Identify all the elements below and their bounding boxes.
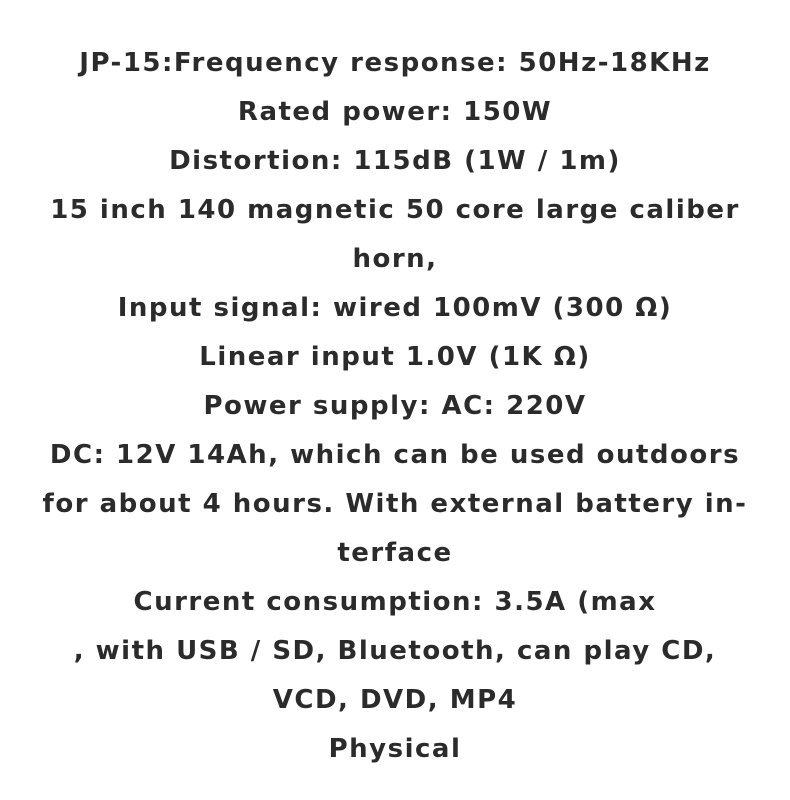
spec-line-current-consumption: Current consumption: 3.5A (max (133, 587, 657, 617)
spec-line-features: , with USB / SD, Bluetooth, can play CD, (73, 636, 717, 666)
spec-line-power-supply: Power supply: AC: 220V (203, 391, 587, 421)
spec-line-features-cont: VCD, DVD, MP4 (272, 685, 518, 715)
spec-line-frequency-response: JP-15:Frequency response: 50Hz-18KHz (79, 48, 711, 78)
spec-line-dc-cont: for about 4 hours. With external battery in- (42, 489, 748, 519)
spec-line-linear-input: Linear input 1.0V (1K Ω) (199, 342, 591, 372)
spec-line-dc-cont-2: terface (337, 538, 453, 568)
spec-sheet (30, 39, 760, 774)
spec-line-horn-cont: horn, (352, 244, 438, 274)
spec-line-rated-power: Rated power: 150W (237, 97, 553, 127)
spec-line-input-signal: Input signal: wired 100mV (300 Ω) (117, 293, 673, 323)
spec-line-physical: Physical (328, 734, 462, 764)
spec-line-horn: 15 inch 140 magnetic 50 core large caliber (50, 195, 740, 225)
spec-line-dc: DC: 12V 14Ah, which can be used outdoors (49, 440, 741, 470)
spec-line-distortion: Distortion: 115dB (1W / 1m) (169, 146, 621, 176)
